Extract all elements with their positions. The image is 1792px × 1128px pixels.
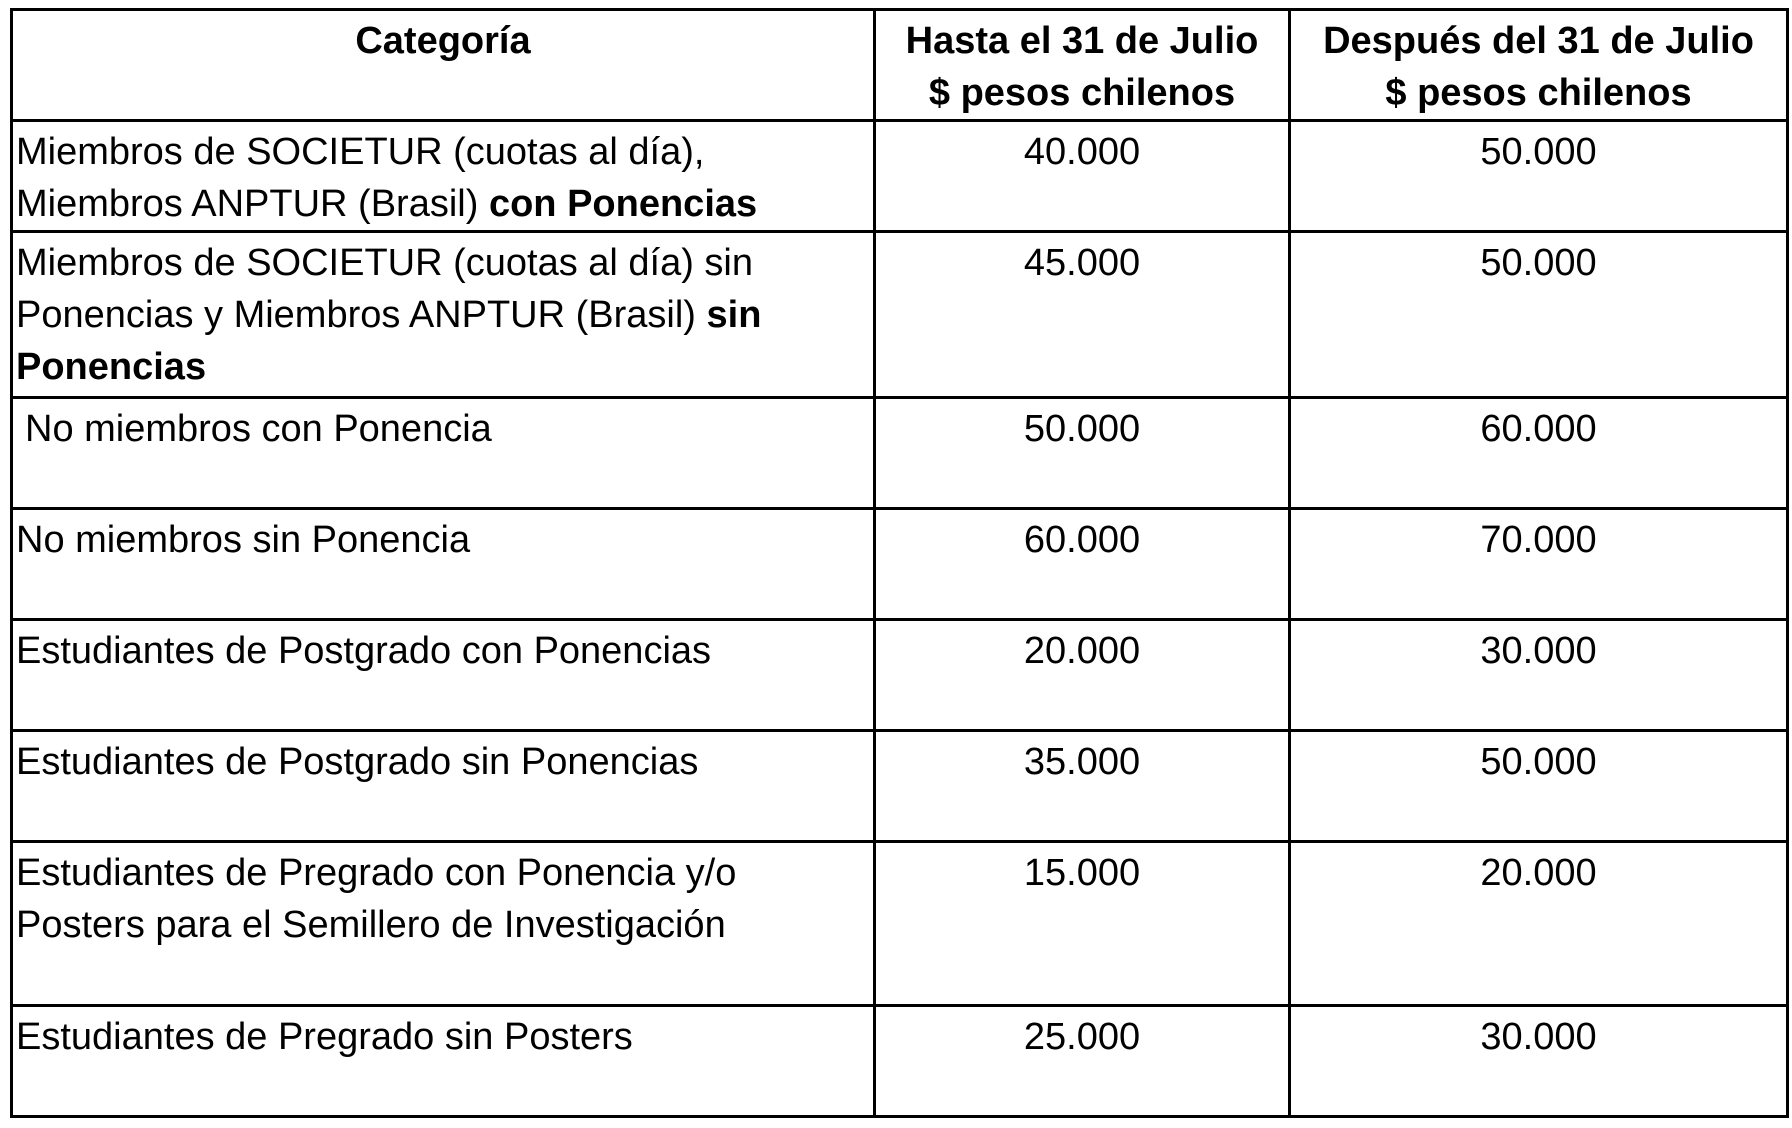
- category-cell: [12, 731, 875, 842]
- category-cell: [12, 1006, 875, 1117]
- price-after-cell: 50.000: [1290, 121, 1788, 232]
- table-row: [12, 509, 1788, 620]
- header-before-line-2: $ pesos chilenos: [928, 72, 1236, 114]
- category-text: Estudiantes de Pregrado sin Posters: [16, 1016, 633, 1058]
- category-text: Estudiantes de Pregrado con Ponencia y/o Posters para el Semillero de Investigación: [16, 852, 737, 946]
- header-before-july-31: [875, 10, 1290, 121]
- category-text: No miembros con Ponencia: [25, 408, 492, 450]
- header-after-july-31: [1290, 10, 1788, 121]
- table-row: [12, 842, 1788, 1006]
- price-before-cell: 60.000: [875, 509, 1290, 620]
- category-text-bold: sin Ponencias: [16, 294, 762, 388]
- category-cell: [12, 121, 875, 232]
- category-text: Miembros de SOCIETUR (cuotas al día) sin Ponencias y Miembros ANPTUR (Brasil): [16, 242, 754, 336]
- table-row: [12, 121, 1788, 232]
- price-before-cell: 25.000: [875, 1006, 1290, 1117]
- price-after-cell: 60.000: [1290, 398, 1788, 509]
- price-before-cell: 40.000: [875, 121, 1290, 232]
- header-after-line-2: $ pesos chilenos: [1385, 72, 1692, 114]
- category-cell: [12, 232, 875, 398]
- header-before-line-1: Hasta el 31 de Julio: [905, 20, 1259, 62]
- table-row: [12, 620, 1788, 731]
- category-text: Estudiantes de Postgrado con Ponencias: [16, 630, 712, 672]
- header-row: [12, 10, 1788, 121]
- price-before-cell: 50.000: [875, 398, 1290, 509]
- header-category-label: Categoría: [355, 20, 531, 62]
- price-after-cell: 50.000: [1290, 232, 1788, 398]
- category-cell: [12, 620, 875, 731]
- fee-table: [10, 8, 1789, 1118]
- category-text: Estudiantes de Postgrado sin Ponencias: [16, 741, 699, 783]
- price-before-cell: 45.000: [875, 232, 1290, 398]
- header-category: [12, 10, 875, 121]
- header-after-line-1: Después del 31 de Julio: [1323, 20, 1754, 62]
- price-after-cell: 20.000: [1290, 842, 1788, 1006]
- price-after-cell: 30.000: [1290, 1006, 1788, 1117]
- category-text: Miembros de SOCIETUR (cuotas al día),: [16, 131, 705, 173]
- price-after-cell: 30.000: [1290, 620, 1788, 731]
- category-cell: [12, 398, 875, 509]
- category-cell: [12, 842, 875, 1006]
- category-text: Miembros ANPTUR (Brasil): [16, 183, 489, 225]
- price-before-cell: 35.000: [875, 731, 1290, 842]
- table-row: [12, 1006, 1788, 1117]
- category-text-bold: con Ponencias: [488, 183, 758, 225]
- price-after-cell: 70.000: [1290, 509, 1788, 620]
- category-cell: [12, 509, 875, 620]
- table-row: [12, 232, 1788, 398]
- price-after-cell: 50.000: [1290, 731, 1788, 842]
- category-text: No miembros sin Ponencia: [16, 519, 471, 561]
- price-before-cell: 15.000: [875, 842, 1290, 1006]
- table-row: [12, 398, 1788, 509]
- price-before-cell: 20.000: [875, 620, 1290, 731]
- table-row: [12, 731, 1788, 842]
